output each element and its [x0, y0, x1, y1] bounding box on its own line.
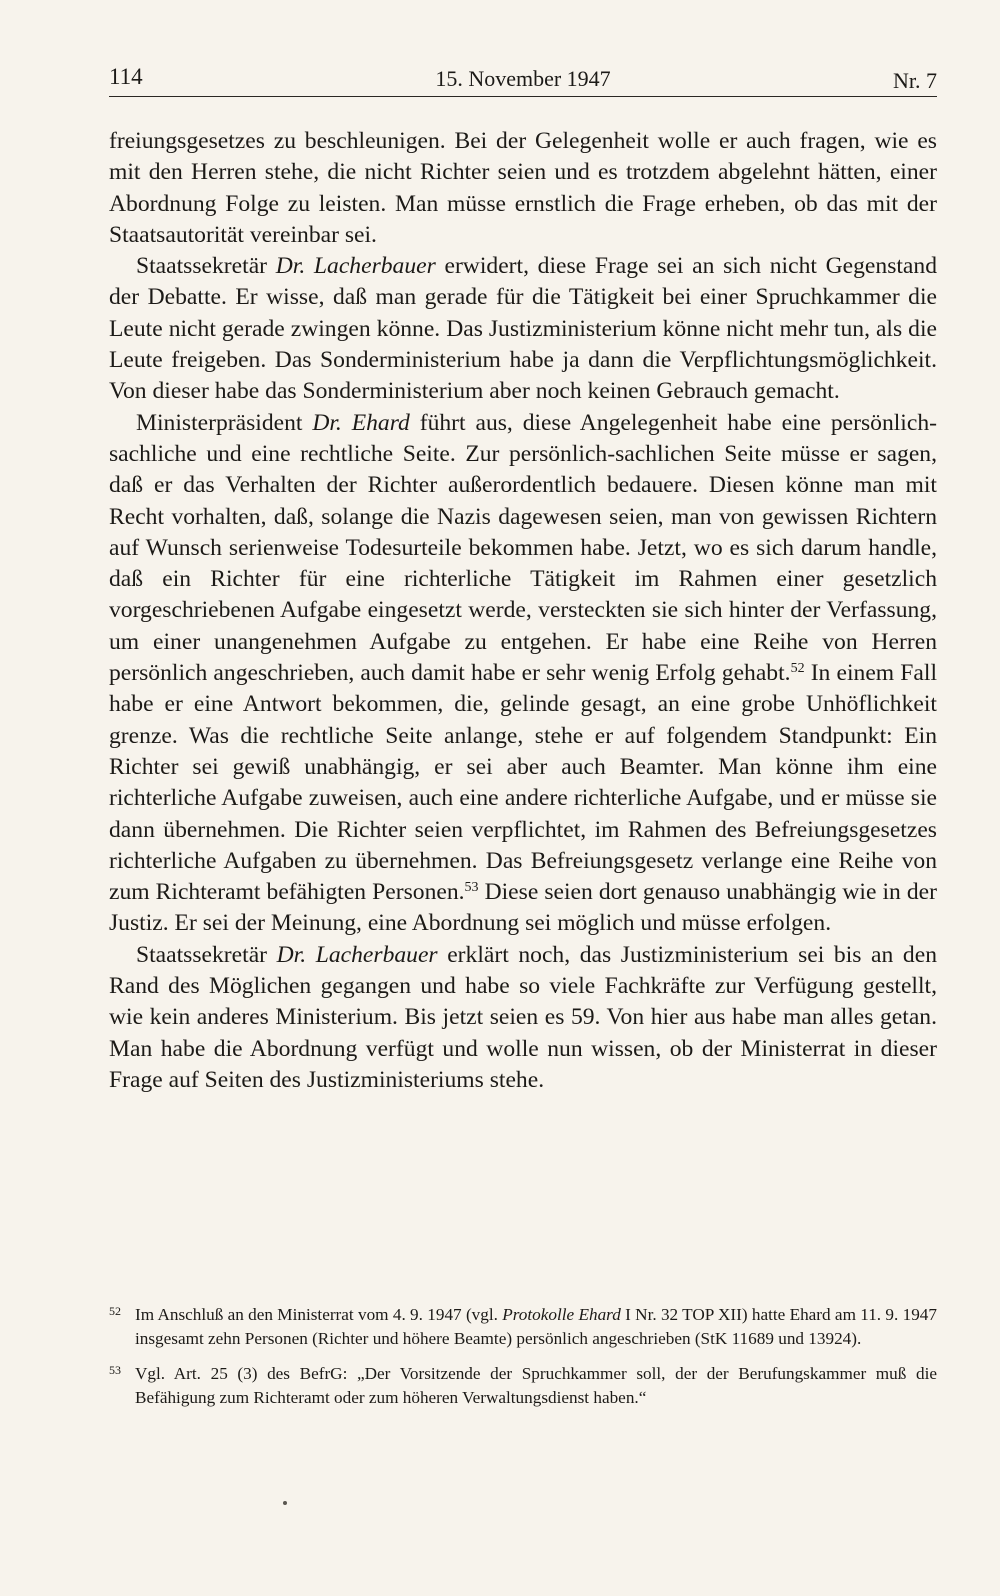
- paragraph-1: [109, 126, 937, 251]
- paragraph-4-text: erklärt noch, das Justizministerium sei bis an den Rand des Möglichen gegangen und habe so viele Fachkräfte zur Verfügung gestellt, wie kein anderes Ministerium. Bis jetzt seien es 59. Von hier aus habe man alles getan. Man habe die Abordnung verfügt und wolle nun wissen, ob der Ministerrat in dieser Frage auf Seiten des Justizministeriums stehe.: [109, 941, 937, 1093]
- footnote-text: Im Anschluß an den Ministerrat vom 4. 9. 1947 (vgl.: [135, 1305, 503, 1324]
- paragraph-1-text: freiungsgesetzes zu beschleunigen. Bei der Gelegenheit wolle er auch fragen, wie es mit den Herren stehe, die nicht Richter seien und es trotzdem abgelehnt hätten, einer Abordnung Folge zu leisten. Man müsse ernstlich die Frage erheben, ob das mit der Staatsautorität vereinbar sei.: [109, 128, 937, 248]
- paragraph-2: [109, 251, 937, 407]
- footnotes: [109, 1303, 937, 1420]
- footnote-text: Vgl. Art. 25 (3) des BefrG: „Der Vorsitzende der Spruchkammer soll, der der Berufungskammer muß die Befähigung zum Richteramt oder zum höheren Verwaltungsdienst haben.“: [135, 1363, 937, 1407]
- speaker-title: Staatssekretär: [136, 253, 276, 280]
- header-date: 15. November 1947: [435, 66, 611, 91]
- issue-number: Nr. 7: [893, 68, 937, 93]
- speaker-name: Dr. Lacherbauer: [275, 253, 436, 280]
- speaker-title: Staatssekretär: [136, 941, 277, 968]
- footnote-ref-52[interactable]: 52: [790, 661, 805, 677]
- footnote-number: 52: [109, 1304, 121, 1318]
- body-text: [109, 126, 937, 1096]
- footnote-ref-53[interactable]: 53: [464, 880, 479, 896]
- speaker-title: Ministerpräsident: [136, 409, 313, 436]
- footnote-text: I Nr. 32 TOP XII) hatte Ehard am 11. 9. 1947 insgesamt zehn Personen (Richter und höhere Beamte) persönlich angeschrieben (StK 11689 und 13924).: [135, 1305, 937, 1349]
- paragraph-3-text-c: Diese seien dort genauso unabhängig wie in der Justiz. Er sei der Meinung, eine Abordnung sei möglich und müsse erfolgen.: [109, 879, 937, 937]
- speaker-name: Dr. Ehard: [312, 409, 410, 436]
- page-number: 114: [109, 64, 143, 89]
- footnote-53: [109, 1362, 937, 1411]
- paragraph-2-text: erwidert, diese Frage sei an sich nicht Gegenstand der Debatte. Er wisse, daß man gerade für die Tätigkeit bei einer Spruchkammer die Leute nicht gerade zwingen könne. Das Justizministerium könne nicht mehr tun, als die Leute freigeben. Das Sonderministerium habe ja dann die Verpflichtungsmöglichkeit. Von dieser habe das Sonderministerium aber noch keinen Gebrauch gemacht.: [109, 253, 937, 405]
- paragraph-3-text-a: führt aus, diese Angelegenheit habe eine persönlich-sachliche und eine rechtliche Seite. Zur persönlich-sachlichen Seite müsse er sagen, daß er das Verhalten der Richter außerordentlich bedauere. Diesen könne man mit Recht vorhalten, daß, solange die Nazis dagewesen seien, man von gewissen Richtern auf Wunsch serienweise Todesurteile bekommen habe. Jetzt, wo es sich darum handle, daß ein Richter für eine richterliche Tätigkeit im Rahmen einer gesetzlich vorgeschriebenen Aufgabe eingesetzt werde, versteckten sie sich hinter der Verfassung, um einer unangenehmen Aufgabe zu entgehen. Er habe eine Reihe von Herren persönlich angeschrieben, auch damit habe er sehr wenig Erfolg gehabt.: [109, 409, 937, 687]
- paragraph-3-text-b: In einem Fall habe er eine Antwort bekommen, die, gelinde gesagt, an eine grobe Unhöflichkeit grenze. Was die rechtliche Seite anlange, stehe er auf folgendem Standpunkt: Ein Richter sei gewiß unabhängig, er sei aber auch Beamter. Man könne ihm eine richterliche Aufgabe zuweisen, auch eine andere richterliche Aufgabe, und er müsse sie dann übernehmen. Die Richter seien verpflichtet, im Rahmen des Befreiungsgesetzes richterliche Aufgaben zu übernehmen. Das Befreiungsgesetz verlange eine Reihe von zum Richteramt befähigten Personen.: [109, 660, 937, 906]
- paragraph-4: [109, 940, 937, 1096]
- paper-speck: [283, 1501, 287, 1505]
- footnote-number: 53: [109, 1362, 121, 1377]
- running-header: [109, 56, 937, 96]
- header-rule: [109, 96, 937, 97]
- speaker-name: Dr. Lacherbauer: [276, 941, 438, 968]
- footnote-52: [109, 1303, 937, 1352]
- footnote-citation: Protokolle Ehard: [502, 1305, 621, 1324]
- paragraph-3: [109, 408, 937, 940]
